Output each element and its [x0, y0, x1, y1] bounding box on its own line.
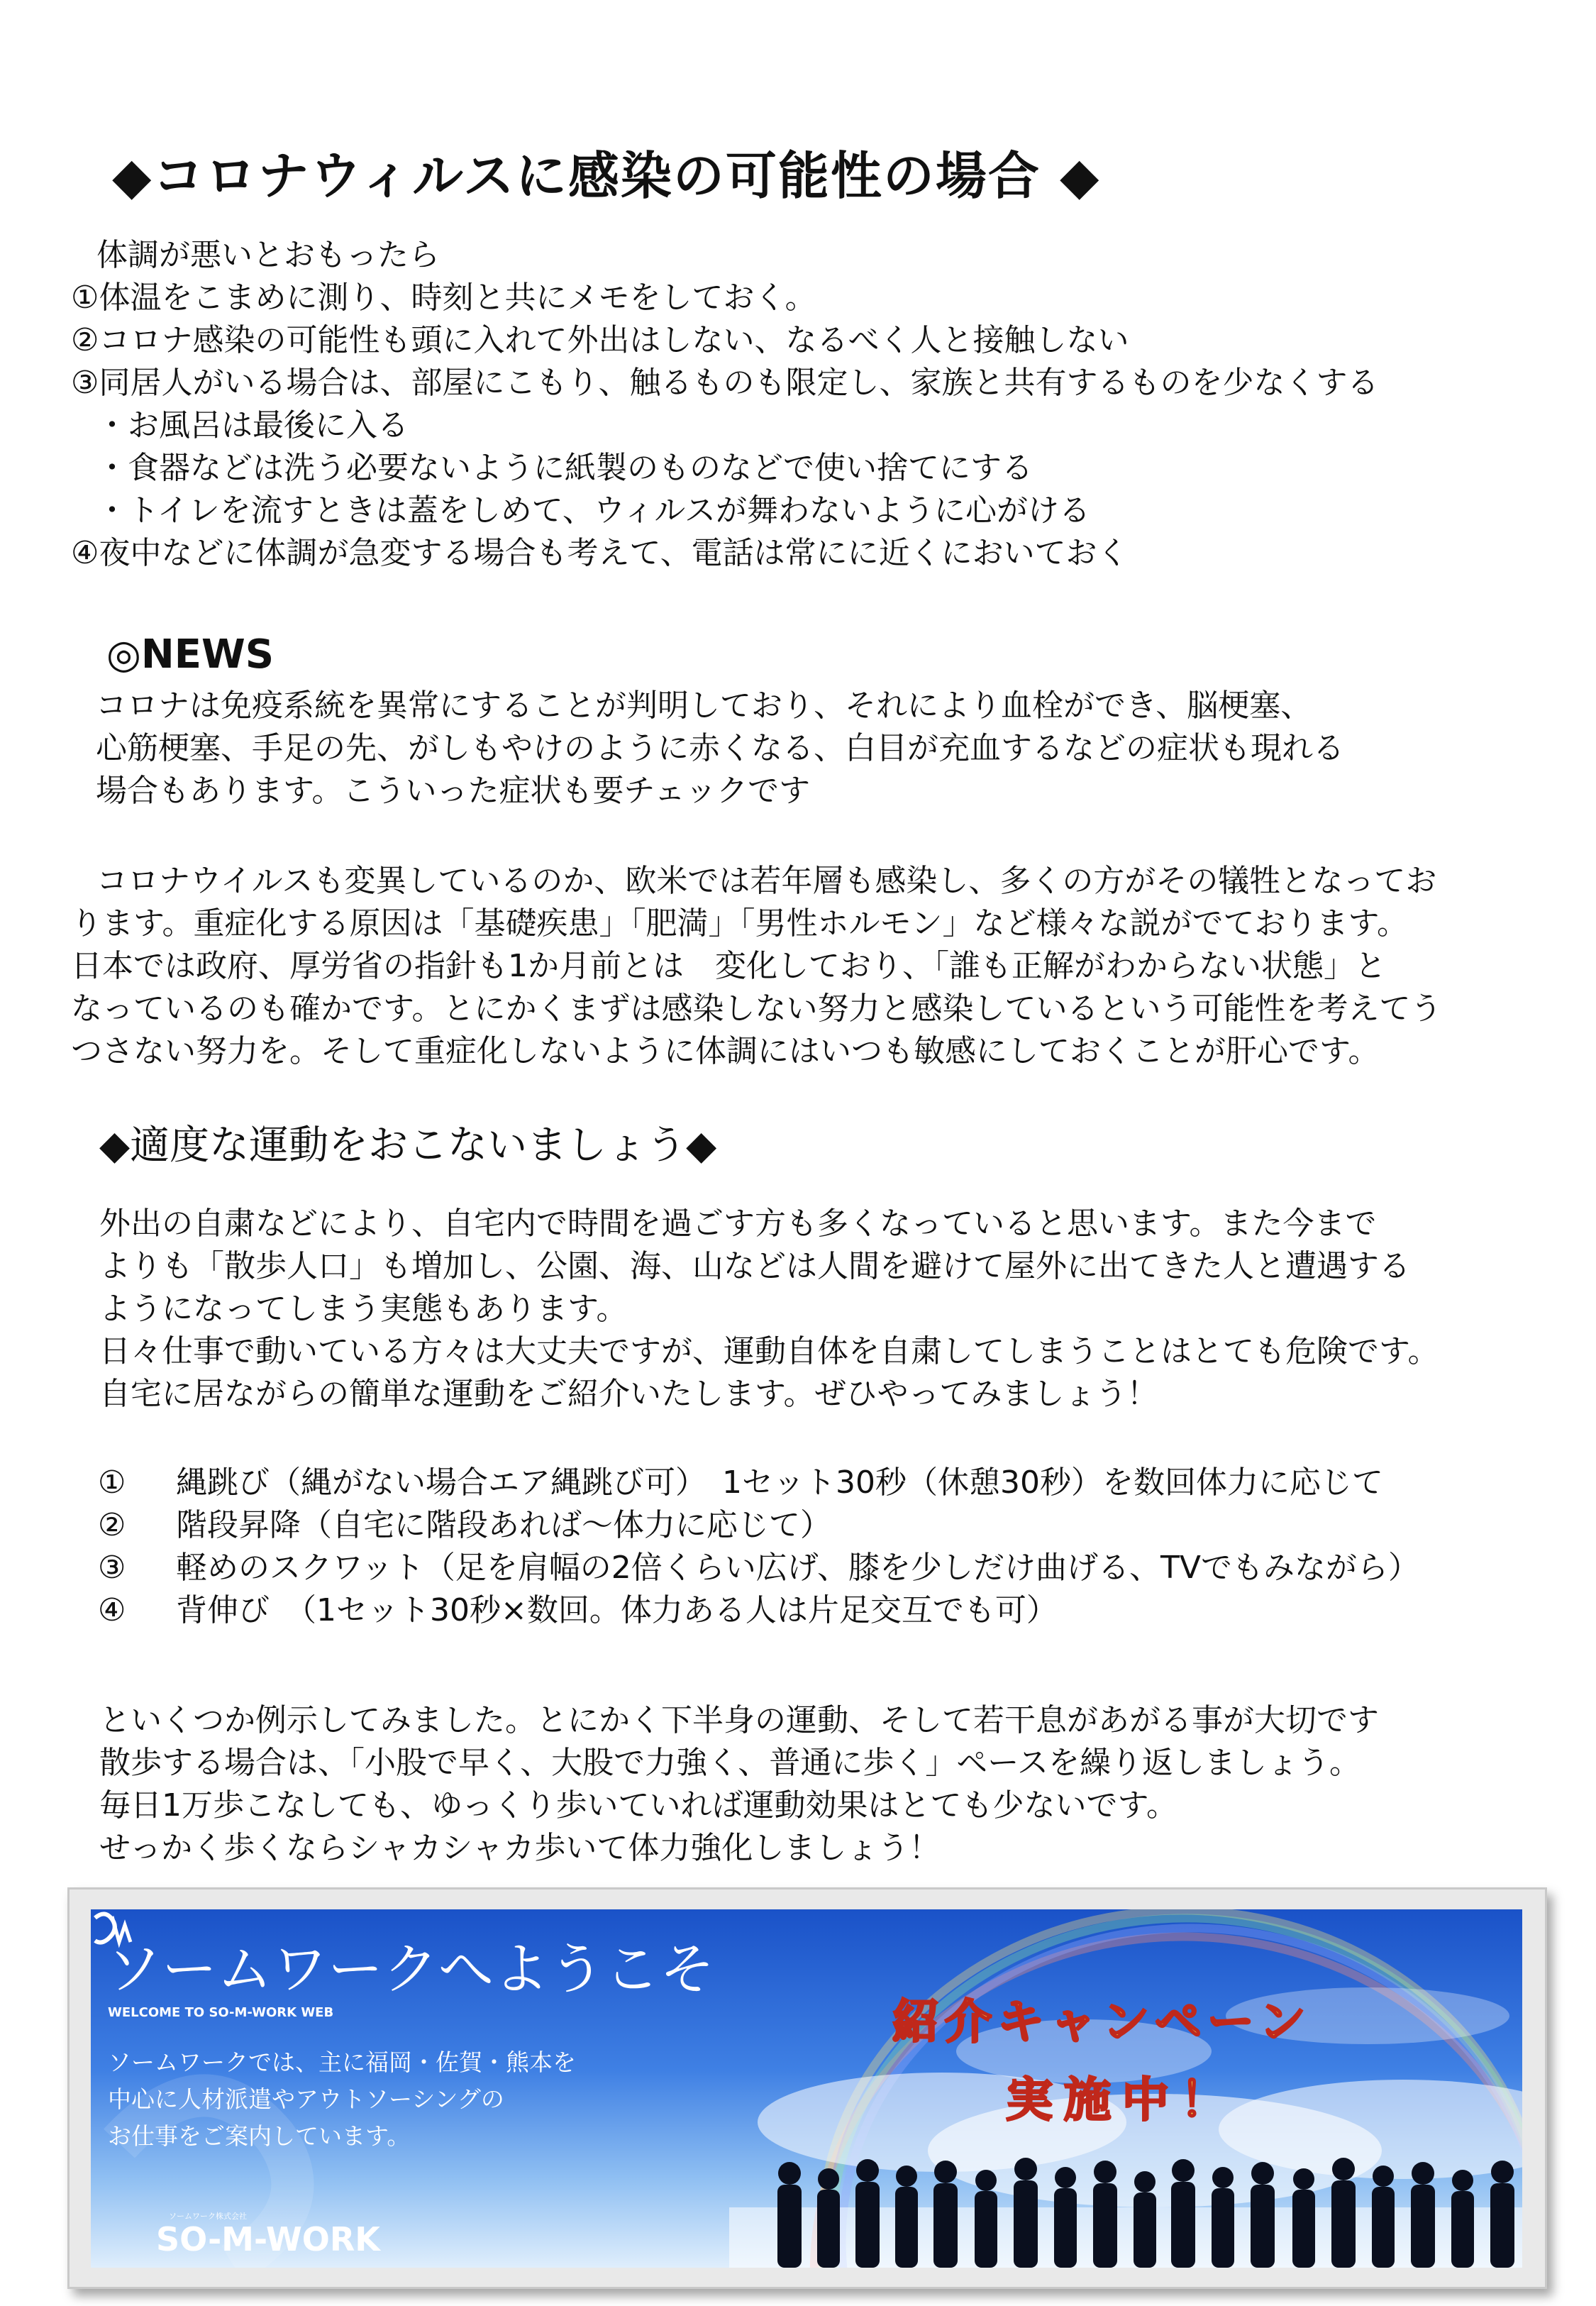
paragraph-line: なっているのも確かです。とにかくまずは感染しない努力と感染しているという可能性を考えてう	[71, 991, 1442, 1027]
news-line: 心筋梗塞、手足の先、がしもやけのように赤くなる、白目が充血するなどの症状も現れる	[96, 730, 1344, 766]
paragraph-line: コロナウイルスも変異しているのか、欧米では若年層も感染し、多くの方がその犠牲となってお	[96, 863, 1437, 899]
paragraph-line: つさない努力を。そして重症化しないように体調にはいつも敏感にしておくことが肝心です。	[71, 1033, 1380, 1069]
intro-line: 体調が悪いとおもったら	[96, 237, 440, 273]
somework-logo-icon	[91, 1909, 135, 1949]
campaign-headline: 紹介キャンペーン	[892, 1995, 1312, 2049]
list-number: ①	[98, 1464, 126, 1501]
paragraph-line: 日本では政府、厚労省の指針も1か月前とは 変化しており、「誰も正解がわからない状態」と	[71, 948, 1386, 984]
variant-paragraph	[71, 860, 1546, 1073]
heading-covid-infection: ◆コロナウィルスに感染の可能性の場合 ◆	[112, 146, 1101, 206]
exercise-list	[71, 1462, 1546, 1632]
somework-banner[interactable]	[91, 1909, 1522, 2268]
news-heading: ◎NEWS	[106, 631, 275, 678]
campaign-subheadline: 実施中！	[1006, 2073, 1238, 2127]
paragraph-line: せっかく歩くならシャカシャカ歩いて体力強化しましょう！	[99, 1830, 941, 1866]
list-text: 軽めのスクワット（足を肩幅の2倍くらい広げ、膝を少しだけ曲げる、TVでもみながら）	[176, 1550, 1420, 1586]
paragraph-line: 毎日1万歩こなしても、ゆっくり歩いていれば運動効果はとても少ないです。	[99, 1787, 1178, 1824]
banner-desc-line: 中心に人材派遣やアウトソーシングの	[108, 2085, 504, 2113]
sub-item-bath: ・お風呂は最後に入る	[96, 407, 409, 443]
list-item	[71, 1547, 1546, 1589]
paragraph-line: 外出の自粛などにより、自宅内で時間を過ごす方も多くなっていると思います。また今まで	[99, 1206, 1377, 1242]
paragraph-line: といくつか例示してみました。とにかく下半身の運動、そして若干息があがる事が大切です	[99, 1702, 1379, 1738]
list-text: 階段昇降（自宅に階段あれば～体力に応じて）	[176, 1507, 831, 1543]
sub-item-dishes: ・食器などは洗う必要ないように紙製のものなどで使い捨てにする	[96, 450, 1033, 486]
company-name-small: ソームワーク株式会社	[169, 2212, 247, 2221]
section-exercise-intro	[99, 1203, 1575, 1416]
step-2: ②コロナ感染の可能性も頭に入れて外出はしない、なるべく人と接触しない	[71, 322, 1129, 358]
step-1: ①体温をこまめに測り、時刻と共にメモをしておく。	[71, 280, 816, 316]
somework-banner-frame	[67, 1887, 1547, 2289]
banner-desc-line: ソームワークでは、主に福岡・佐賀・熊本を	[108, 2048, 576, 2076]
list-item	[71, 1589, 1546, 1632]
news-body	[96, 685, 1571, 812]
list-text: 縄跳び（縄がない場合エア縄跳び可） 1セット30秒（休憩30秒）を数回体力に応じて	[176, 1464, 1383, 1501]
paragraph-line: よりも「散歩人口」も増加し、公園、海、山などは人間を避けて屋外に出てきた人と遭遇する	[99, 1248, 1410, 1284]
closing-paragraph	[99, 1699, 1575, 1870]
list-text: 背伸び （1セット30秒×数回。体力ある人は片足交互でも可）	[176, 1592, 1058, 1628]
step-4: ④夜中などに体調が急変する場合も考えて、電話は常にに近くにおいておく	[71, 535, 1129, 571]
paragraph-line: 日々仕事で動いている方々は大丈夫ですが、運動自体を自粛してしまうことはとても危険です。	[99, 1333, 1439, 1369]
sub-item-toilet: ・トイレを流すときは蓋をしめて、ウィルスが舞わないように心がける	[96, 492, 1090, 529]
banner-desc-line: お仕事をご案内しています。	[108, 2122, 411, 2150]
list-item	[71, 1462, 1546, 1504]
list-number: ②	[98, 1507, 126, 1543]
heading-exercise: ◆適度な運動をおこないましょう◆	[99, 1122, 717, 1169]
paragraph-line: 自宅に居ながらの簡単な運動をご紹介いたします。ぜひやってみましょう！	[99, 1376, 1158, 1412]
paragraph-line: 散歩する場合は、「小股で早く、大股で力強く、普通に歩く」ペースを繰り返しましょう。	[99, 1745, 1361, 1781]
news-line: コロナは免疫系統を異常にすることが判明しており、それにより血栓ができ、脳梗塞、	[96, 688, 1312, 724]
list-number: ③	[98, 1550, 126, 1586]
list-number: ④	[98, 1592, 126, 1628]
banner-subtitle: WELCOME TO SO-M-WORK WEB	[108, 2005, 334, 2020]
step-3: ③同居人がいる場合は、部屋にこもり、触るものも限定し、家族と共有するものを少なくする	[71, 365, 1379, 401]
banner-description	[108, 2044, 576, 2155]
section-infection-steps	[71, 234, 1546, 575]
somework-logo-text: SO-M-WORK	[156, 2220, 380, 2258]
paragraph-line: ります。重症化する原因は「基礎疾患」「肥満」「男性ホルモン」など様々な説がでております。	[71, 905, 1408, 942]
list-item	[71, 1504, 1546, 1547]
paragraph-line: ようになってしまう実態もあります。	[99, 1291, 628, 1327]
banner-title: ソームワークへようこそ	[106, 1938, 716, 2002]
news-line: 場合もあります。こういった症状も要チェックです	[96, 773, 811, 809]
